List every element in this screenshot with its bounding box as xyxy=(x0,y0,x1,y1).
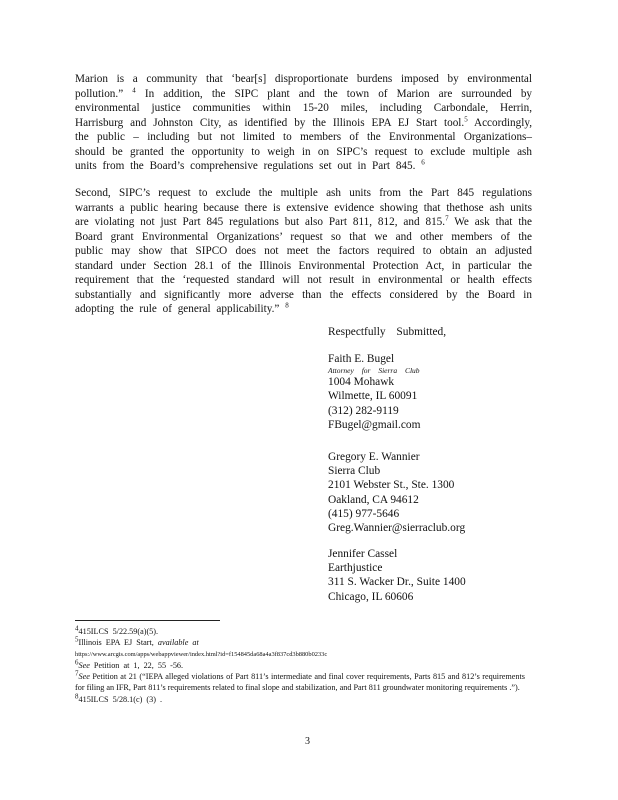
closing: Respectfully Submitted, xyxy=(328,326,447,338)
paragraph-1 xyxy=(75,72,532,174)
paragraph-2 xyxy=(75,186,532,317)
page-number: 3 xyxy=(305,736,310,747)
footnotes xyxy=(75,626,525,705)
footnote-ref-5[interactable]: 5 xyxy=(464,114,468,123)
footnote-5 xyxy=(75,637,525,648)
organization: Earthjustice xyxy=(328,562,383,575)
footnote-5-url[interactable]: https://www.arcgis.com/apps/webappviewer/index.html?id=f154845da68a4a3f837cd3b880b0233c xyxy=(75,650,328,658)
footnote-number: 8 xyxy=(75,692,79,701)
signature-block-3 xyxy=(328,547,466,604)
footnote-ref-6[interactable]: 6 xyxy=(421,158,425,167)
footnote-divider xyxy=(75,620,220,621)
footnote-number: 5 xyxy=(75,635,79,644)
address-line: Chicago, IL 60606 xyxy=(328,590,414,603)
footnote-text: Petition at 1, 22, 55 -56. xyxy=(89,660,184,670)
address-line: Oakland, CA 94612 xyxy=(328,493,419,506)
address-line: 2101 Webster St., Ste. 1300 xyxy=(328,479,455,492)
footnote-ref-4[interactable]: 4 xyxy=(132,85,136,94)
footnote-text-italic: available at xyxy=(157,638,199,648)
paragraph-1-text-b: In addition, the SIPC plant and the town of Marion are surrounded by environmental justice communities within 15-20 miles, including Carbondale, Herrin, Harrisburg and Johnston City, as identified by the Illinois EPA EJ Start tool. xyxy=(75,87,533,129)
phone: (312) 282-9119 xyxy=(328,404,399,417)
footnote-text: Petition at 21 (“IEPA alleged violations of Part 811’s intermediate and final cover requirements, Parts 815 and 812’s requirements for filing an IFR, Part 811’s requirements related to final slope and stabilization, and Part 811 groundwater monitoring requirements .”). xyxy=(75,672,525,693)
footnote-text: Illinois EPA EJ Start, xyxy=(78,638,158,648)
footnote-ref-8[interactable]: 8 xyxy=(285,301,289,310)
footnote-number: 4 xyxy=(75,624,79,633)
footnote-8 xyxy=(75,694,525,705)
email-link[interactable]: FBugel@gmail.com xyxy=(328,418,421,431)
signatory-title: Attorney for Sierra Club xyxy=(328,366,420,376)
footnote-number: 7 xyxy=(75,669,79,678)
signatory-name: Jennifer Cassel xyxy=(328,548,398,560)
address-line: 1004 Mohawk xyxy=(328,376,395,389)
email-link[interactable]: Greg.Wannier@sierraclub.org xyxy=(328,522,466,535)
paragraph-2-text: Second, SIPC’s request to exclude the multiple ash units from the Part 845 regulations warrants a public hearing because there is extensive evidence showing that thethose ash units are violating not just Part 845 regulations but also Part 811, 812, and 815. xyxy=(75,187,532,228)
signatory-name: Gregory E. Wannier xyxy=(328,451,420,463)
footnote-7 xyxy=(75,671,525,694)
address-line: 311 S. Wacker Dr., Suite 1400 xyxy=(328,576,466,589)
signature-block-1 xyxy=(328,352,420,432)
phone: (415) 977-5646 xyxy=(328,507,400,520)
footnote-text: 415ILCS 5/22.59(a)(5). xyxy=(78,627,159,636)
footnote-text: 415ILCS 5/28.1(c) (3) . xyxy=(78,694,163,704)
signatory-name: Faith E. Bugel xyxy=(328,353,395,365)
footnote-text-italic: See xyxy=(78,672,90,682)
footnote-text-italic: See xyxy=(78,660,90,670)
paragraph-2-text-b: We ask that the Board grant Environmental Organizations’ request so that we and other members of the public may show that SIPCO does not meet the factors required to obtain an adjusted standard under Section 28.1 of the Illinois Environmental Protection Act, in particular the requirement that the ‘requested standard will not result in environmental or health effects substantially and significantly more adverse than the effects considered by the Board in adopting the rule of general applicability.” xyxy=(75,216,532,315)
paragraph-1-text: Marion is a community that ‘bear[s] disproportionate burdens imposed by environmental pollution.” xyxy=(75,73,532,100)
footnote-number: 6 xyxy=(75,658,79,667)
footnote-ref-7[interactable]: 7 xyxy=(445,214,449,223)
footnote-4 xyxy=(75,626,525,637)
footnote-6 xyxy=(75,660,525,671)
signature-block-2 xyxy=(328,450,465,535)
paragraph-1-text-c: Accordingly, the public – including but not limited to members of the Environmental Organizations– should be granted the opportunity to weigh in on SIPC’s request to exclude multiple ash units from the Board’s comprehensive regulations set out in Part 845. xyxy=(75,116,533,172)
organization: Sierra Club xyxy=(328,465,381,478)
address-line: Wilmette, IL 60091 xyxy=(328,390,418,403)
